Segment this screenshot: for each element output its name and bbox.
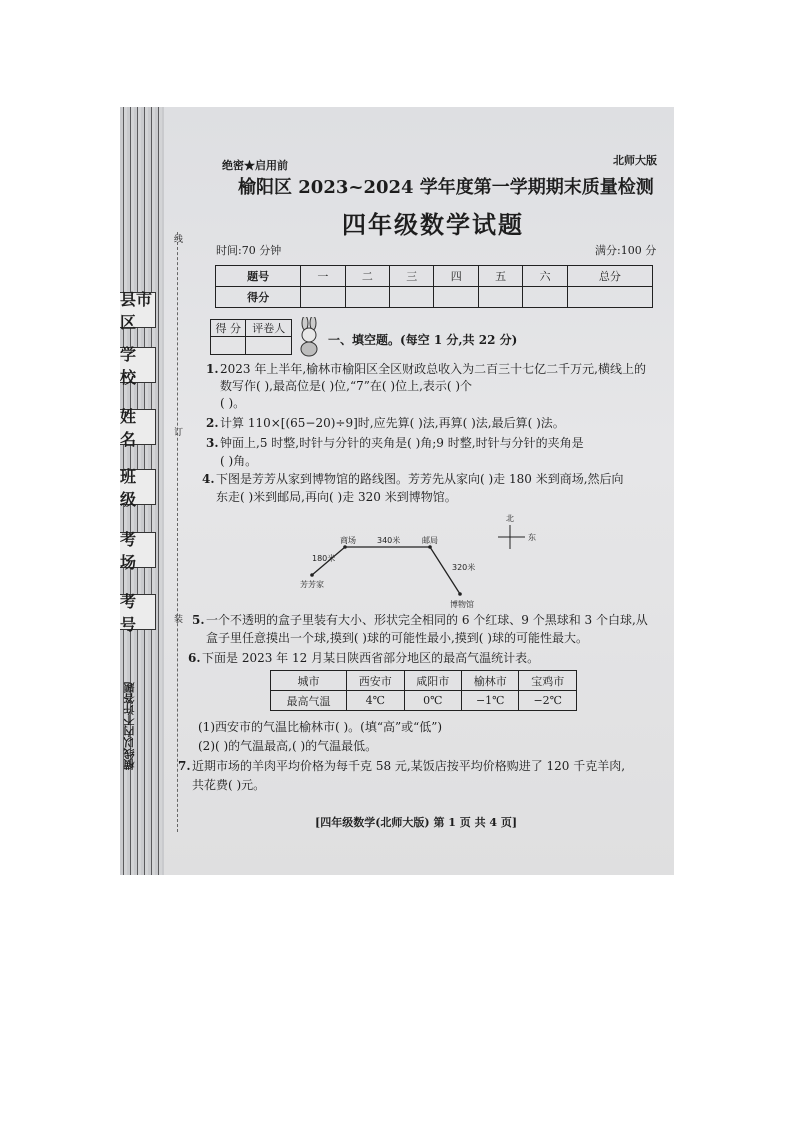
q5-line1: 一个不透明的盒子里装有大小、形状完全相同的 6 个红球、9 个黑球和 3 个白球,从 bbox=[206, 613, 648, 627]
temp-cell: 4℃ bbox=[347, 691, 404, 711]
dist-180: 180米 bbox=[312, 554, 336, 563]
temp-cell: −1℃ bbox=[462, 691, 519, 711]
score-cell bbox=[390, 287, 434, 308]
grader-score-label: 得 分 bbox=[211, 320, 246, 337]
subject-title: 四年级数学试题 bbox=[342, 211, 524, 239]
q1-line1: 2023 年上半年,榆林市榆阳区全区财政总收入为二百三十七亿二千万元,横线上的 bbox=[220, 362, 646, 376]
q5-line2: 盒子里任意摸出一个球,摸到( )球的可能性最小,摸到( )球的可能性最大。 bbox=[206, 631, 588, 645]
score-cell bbox=[301, 287, 345, 308]
mark-bind: 订 bbox=[174, 428, 184, 438]
section1-title: 一、填空题。(每空 1 分,共 22 分) bbox=[328, 333, 518, 347]
mark-line: 线 bbox=[174, 235, 184, 245]
score-cell bbox=[523, 287, 567, 308]
exam-title: 榆阳区 2023~2024 学年度第一学期期末质量检测 bbox=[238, 177, 654, 198]
q6-sub1: (1)西安市的气温比榆林市( )。(填“高”或“低”) bbox=[198, 720, 443, 734]
q7-number: 7. bbox=[178, 759, 191, 773]
q1-line2: 数写作( ),最高位是( )位,“7”在( )位上,表示( )个 bbox=[220, 379, 473, 393]
q6-number: 6. bbox=[188, 651, 201, 665]
secret-mark: 绝密★启用前 bbox=[222, 159, 288, 172]
exam-photo bbox=[120, 107, 674, 875]
full-score: 满分:100 分 bbox=[595, 244, 657, 257]
score-table bbox=[215, 265, 653, 308]
score-cell: 五 bbox=[478, 266, 522, 287]
grader-table bbox=[210, 319, 292, 355]
score-table-row bbox=[216, 287, 653, 308]
binding-note: 横线以内不许答题 bbox=[123, 682, 136, 770]
place-mall: 商场 bbox=[340, 536, 356, 545]
score-cell: 一 bbox=[301, 266, 345, 287]
q7-line1: 近期市场的羊肉平均价格为每千克 58 元,某饭店按平均价格购进了 120 千克羊肉, bbox=[192, 759, 626, 773]
score-cell bbox=[434, 287, 478, 308]
temp-header: 咸阳市 bbox=[404, 671, 461, 691]
rabbit-icon bbox=[295, 317, 325, 357]
binding-line bbox=[177, 232, 178, 832]
score-cell: 三 bbox=[390, 266, 434, 287]
label-room: 考 场 bbox=[120, 532, 156, 568]
temp-header: 城市 bbox=[271, 671, 347, 691]
q1-number: 1. bbox=[206, 362, 219, 376]
route-map bbox=[300, 509, 570, 614]
dist-340: 340米 bbox=[377, 536, 401, 545]
q7-line2: 共花费( )元。 bbox=[192, 778, 266, 792]
score-cell: 得分 bbox=[216, 287, 301, 308]
grader-label: 评卷人 bbox=[246, 320, 292, 337]
score-cell: 总分 bbox=[567, 266, 652, 287]
label-name: 姓 名 bbox=[120, 409, 156, 445]
page-footer: [四年级数学(北师大版) 第 1 页 共 4 页] bbox=[315, 816, 518, 829]
temp-cell: −2℃ bbox=[519, 691, 577, 711]
museum-dot bbox=[458, 592, 462, 596]
score-cell: 六 bbox=[523, 266, 567, 287]
temp-header: 宝鸡市 bbox=[519, 671, 577, 691]
q4-line1: 下图是芳芳从家到博物馆的路线图。芳芳先从家向( )走 180 米到商场,然后向 bbox=[216, 472, 624, 486]
temp-cell: 最高气温 bbox=[271, 691, 347, 711]
dist-320: 320米 bbox=[452, 563, 476, 572]
edition-label: 北师大版 bbox=[613, 154, 657, 167]
score-table-header bbox=[216, 266, 653, 287]
score-cell: 二 bbox=[345, 266, 389, 287]
label-number: 考 号 bbox=[120, 594, 156, 630]
label-county: 县市区 bbox=[120, 292, 156, 328]
label-school: 学 校 bbox=[120, 347, 156, 383]
label-class: 班 级 bbox=[120, 469, 156, 505]
score-cell: 四 bbox=[434, 266, 478, 287]
q2-text: 计算 110×[(65−20)÷9]时,应先算( )法,再算( )法,最后算( )法。 bbox=[220, 416, 565, 430]
compass-north: 北 bbox=[506, 514, 514, 523]
mall-dot bbox=[343, 545, 347, 549]
q4-number: 4. bbox=[202, 472, 215, 486]
temp-cell: 0℃ bbox=[404, 691, 461, 711]
q3-line1: 钟面上,5 时整,时针与分针的夹角是( )角;9 时整,时针与分针的夹角是 bbox=[220, 436, 584, 450]
score-cell: 题号 bbox=[216, 266, 301, 287]
q6-text: 下面是 2023 年 12 月某日陕西省部分地区的最高气温统计表。 bbox=[202, 651, 540, 665]
home-dot bbox=[310, 573, 314, 577]
q1-line3: ( )。 bbox=[220, 396, 246, 410]
temp-header: 榆林市 bbox=[462, 671, 519, 691]
q6-sub2: (2)( )的气温最高,( )的气温最低。 bbox=[198, 739, 378, 753]
q3-number: 3. bbox=[206, 436, 219, 450]
q4-line2: 东走( )米到邮局,再向( )走 320 米到博物馆。 bbox=[216, 490, 457, 504]
q2-number: 2. bbox=[206, 416, 219, 430]
temp-header: 西安市 bbox=[347, 671, 404, 691]
q3-line2: ( )角。 bbox=[220, 454, 258, 468]
score-cell bbox=[567, 287, 652, 308]
compass-east: 东 bbox=[528, 533, 536, 542]
temp-table bbox=[270, 670, 577, 711]
place-post: 邮局 bbox=[422, 536, 438, 545]
score-cell bbox=[478, 287, 522, 308]
mark-stitch: 装 bbox=[174, 615, 184, 625]
place-home: 芳芳家 bbox=[300, 580, 324, 589]
time-limit: 时间:70 分钟 bbox=[216, 244, 282, 257]
place-museum: 博物馆 bbox=[450, 600, 474, 609]
q5-number: 5. bbox=[192, 613, 205, 627]
post-dot bbox=[428, 545, 432, 549]
score-cell bbox=[345, 287, 389, 308]
